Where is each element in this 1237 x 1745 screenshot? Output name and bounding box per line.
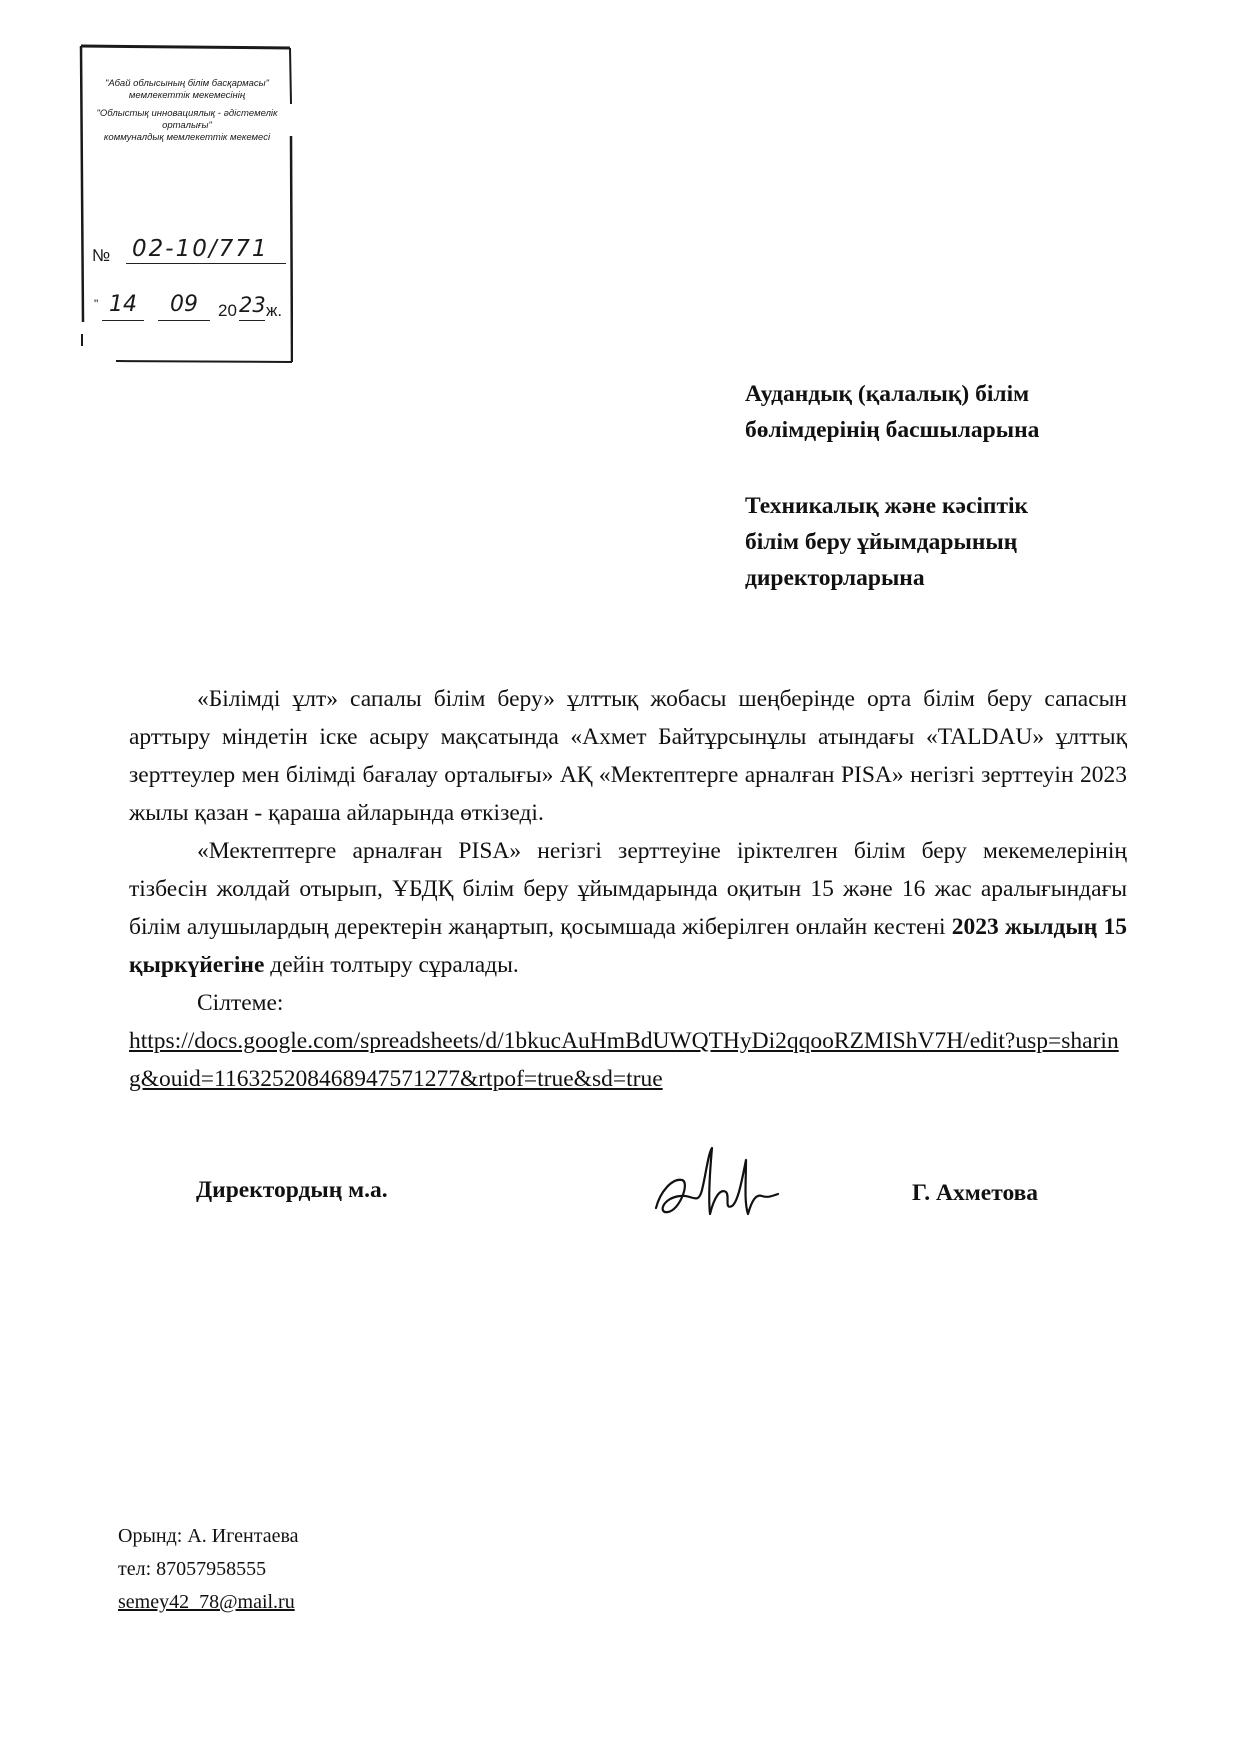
executor-name: Орынд: А. Игентаева — [118, 1525, 299, 1547]
date-quote: " — [94, 297, 99, 311]
stamp-number-row — [92, 234, 287, 264]
letter-body — [129, 680, 1127, 1098]
deadline-date: 2023 жылдың 15 қыркүйегіне — [129, 914, 1128, 978]
link-label: Сілтеме: — [197, 990, 284, 1016]
executor-block — [118, 1520, 299, 1619]
signer-role: Директордың м.а. — [196, 1177, 388, 1203]
number-label: № — [92, 246, 111, 265]
addressee-tvet-directors — [745, 488, 1165, 596]
stamp-org-line: "Облыстық инновациялық - әдістемелік — [96, 108, 278, 119]
addressee-line: бөлімдерінің басшыларына — [745, 417, 1040, 443]
stamp-org-line: мемлекеттік мекемесінің — [128, 90, 246, 101]
stamp-date-row — [92, 289, 292, 323]
date-year-unit: ж. — [266, 301, 283, 320]
handwritten-signature — [650, 1140, 782, 1230]
addressee-line: Аудандық (қалалық) білім — [745, 381, 1030, 407]
signer-name: Г. Ахметова — [912, 1180, 1039, 1206]
registration-stamp — [78, 44, 293, 364]
paragraph-2-start: «Мектептерге арналған PISA» негізгі зерттеуіне іріктелген білім беру мекемелерінің тізбесін жолдай отырып, ҰБДҚ білім беру ұйымдарында оқитын 15 және 16 жас аралығындағы білім алушылардың деректерін жаңартып, қосымшада жіберілген онлайн кестені — [129, 838, 1127, 940]
addressee-line: директорларына — [745, 565, 925, 591]
paragraph-1: «Білімді ұлт» сапалы білім беру» ұлттық жобасы шеңберінде орта білім беру сапасын арттыру міндетін іске асыру мақсатында «Ахмет Байтұрсынұлы атындағы «TALDAU» ұлттық зерттеулер мен білімді бағалау орталығы» АҚ «Мектептерге арналған PISA» негізгі зерттеуін 2023 жылы қазан - қараша айларында өткізеді. — [129, 686, 1127, 826]
stamp-org-line: орталығы" — [162, 120, 212, 131]
date-year-prefix: 20 — [218, 301, 237, 320]
outgoing-number: 02-10/771 — [126, 234, 286, 264]
paragraph-2 — [129, 832, 1127, 984]
date-month: 09 — [158, 289, 210, 321]
stamp-organization — [92, 78, 282, 144]
executor-email[interactable]: semey42_78@mail.ru — [118, 1591, 295, 1613]
date-day: 14 — [102, 289, 144, 321]
addressee-line: білім беру ұйымдарының — [745, 529, 1018, 555]
spreadsheet-link[interactable]: https://docs.google.com/spreadsheets/d/1bkucAuHmBdUWQTHyDi2qqooRZMIShV7H/edit?usp=sharing&ouid=116325208468947571277&rtpof=true&sd=true — [129, 1028, 1119, 1092]
date-year-suffix: 23 — [239, 289, 265, 321]
executor-phone: тел: 87057958555 — [118, 1558, 267, 1580]
addressee-line: Техникалық және кәсіптік — [745, 493, 1029, 519]
stamp-org-line: "Абай облысының білім басқармасы" — [104, 78, 270, 89]
paragraph-2-end: дейін толтыру сұралады. — [270, 952, 519, 978]
stamp-org-line: коммуналдық мемлекеттік мекемесі — [103, 132, 271, 143]
addressee-district-heads — [745, 376, 1165, 448]
